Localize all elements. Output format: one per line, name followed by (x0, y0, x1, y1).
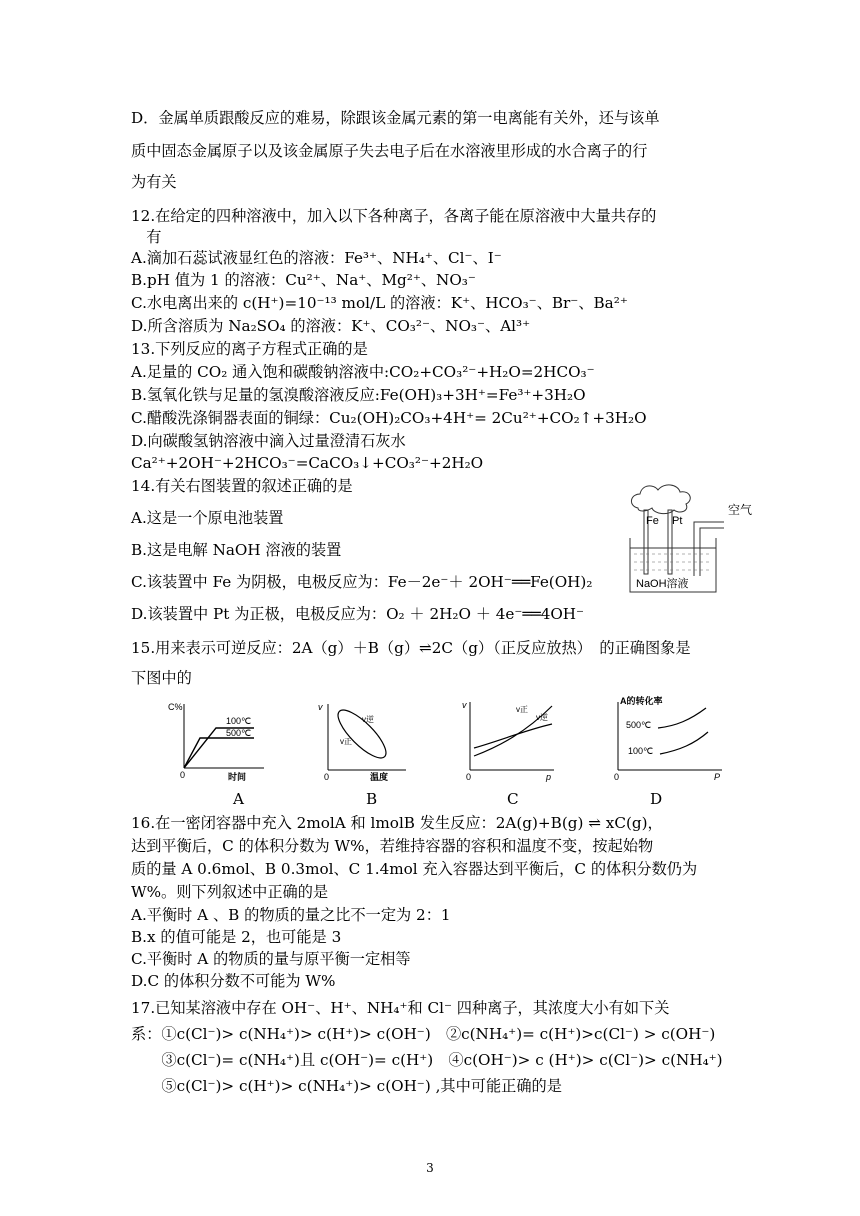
q13-option-c: C.醋酸洗涤铜器表面的铜绿：Cu₂(OH)₂CO₃+4H⁺= 2Cu²⁺+CO₂↑+3H₂O (131, 409, 647, 427)
q16-stem-line2: 达到平衡后，C 的体积分数为 W%，若维持容器的容积和温度不变，按起始物 (131, 837, 654, 855)
q13-option-d-line2: Ca²⁺+2OH⁻+2HCO₃⁻=CaCO₃↓+CO₃²⁻+2H₂O (131, 454, 484, 472)
air-label: 空气 (728, 503, 753, 517)
graph-a-ylabel: C% (168, 702, 183, 712)
graph-a-label-100: 100℃ (226, 716, 252, 726)
graph-b-origin: 0 (324, 772, 330, 782)
graph-c-curve-reverse (474, 724, 552, 748)
graph-b-label-forward: v正 (340, 737, 352, 746)
graph-b (316, 700, 416, 786)
graph-c (460, 698, 560, 784)
q14-option-c: C.该装置中 Fe 为阴极，电极反应为：Fe－2e⁻＋ 2OH⁻══Fe(OH)₂ (131, 573, 593, 591)
q12-option-a: A.滴加石蕊试液显红色的溶液：Fe³⁺、NH₄⁺、Cl⁻、I⁻ (131, 249, 502, 267)
q15-stem-line1: 15.用来表示可逆反应：2A（g）＋B（g）⇌2C（g）（正反应放热） 的正确图象是 (131, 639, 691, 657)
graph-b-caption: B (366, 790, 378, 808)
graph-b-xlabel: 温度 (370, 772, 389, 782)
q12-stem-line2: 有 (131, 228, 162, 246)
q14-option-b: B.这是电解 NaOH 溶液的装置 (131, 541, 342, 559)
cloud-shape (631, 485, 690, 514)
q16-stem-line4: W%。则下列叙述中正确的是 (131, 883, 329, 901)
graph-d-origin: 0 (614, 772, 620, 780)
graph-c-ylabel: v (462, 700, 467, 710)
pt-label: Pt (672, 515, 683, 527)
graph-d-caption: D (650, 790, 663, 808)
q12-option-c: C.水电离出来的 c(H⁺)=10⁻¹³ mol/L 的溶液：K⁺、HCO₃⁻、Br⁻、Ba²⁺ (131, 294, 628, 312)
graph-a-caption: A (233, 790, 244, 808)
q16-stem-line3: 质的量 A 0.6mol、B 0.3mol、C 1.4mol 充入容器达到平衡后，C 的体积分数仍为 (131, 860, 698, 878)
q12-option-b: B.pH 值为 1 的溶液：Cu²⁺、Na⁺、Mg²⁺、NO₃⁻ (131, 271, 476, 289)
graph-c-label-reverse: v逆 (536, 713, 548, 722)
q17-stem-line2: 系：①c(Cl⁻)> c(NH₄⁺)> c(H⁺)> c(OH⁻) ②c(NH₄⁺)= c(H⁺)>c(Cl⁻) > c(OH⁻) (131, 1025, 716, 1043)
graph-c-xlabel: p (546, 772, 552, 782)
graph-a-label-500: 500℃ (226, 728, 252, 738)
q11-option-d-line1: D．金属单质跟酸反应的难易，除跟该金属元素的第一电离能有关外，还与该单 (131, 109, 660, 127)
graph-d-xlabel: P (714, 772, 721, 780)
q17-stem-line3: ③c(Cl⁻)= c(NH₄⁺)且 c(OH⁻)= c(H⁺) ④c(OH⁻)> c (H⁺)> c(Cl⁻)> c(NH₄⁺) (131, 1051, 723, 1069)
graph-d-label-500: 500℃ (626, 720, 652, 730)
solution-label: NaOH溶液 (636, 578, 689, 590)
q13-option-b: B.氢氧化铁与足量的氢溴酸溶液反应:Fe(OH)₃+3H⁺=Fe³⁺+3H₂O (131, 386, 586, 404)
apparatus-figure (624, 482, 774, 597)
graph-a-origin: 0 (180, 770, 186, 780)
graph-d-ylabel: A的转化率 (620, 696, 663, 706)
q17-stem-line4: ⑤c(Cl⁻)> c(H⁺)> c(NH₄⁺)> c(OH⁻) ,其中可能正确的是 (131, 1077, 562, 1095)
q13-stem: 13.下列反应的离子方程式正确的是 (131, 340, 368, 358)
graph-a (168, 700, 268, 786)
graph-c-label-forward: v正 (516, 705, 528, 714)
q14-option-a: A.这是一个原电池装置 (131, 509, 284, 527)
q13-option-a: A.足量的 CO₂ 通入饱和碳酸钠溶液中:CO₂+CO₃²⁻+H₂O=2HCO₃⁻ (131, 363, 595, 381)
q17-stem-line1: 17.已知某溶液中存在 OH⁻、H⁺、NH₄⁺和 Cl⁻ 四种离子，其浓度大小有如下关 (131, 999, 670, 1017)
graph-d-label-100: 100℃ (628, 746, 654, 756)
graph-d-curve-500 (658, 708, 706, 728)
q12-option-d: D.所含溶质为 Na₂SO₄ 的溶液：K⁺、CO₃²⁻、NO₃⁻、Al³⁺ (131, 317, 531, 335)
graph-d (610, 694, 730, 780)
q14-stem: 14.有关右图装置的叙述正确的是 (131, 477, 353, 495)
fe-label: Fe (646, 515, 659, 527)
graph-c-caption: C (507, 790, 519, 808)
page-number: 3 (426, 1161, 434, 1175)
graph-a-curve-100 (184, 738, 254, 768)
q16-option-b: B.x 的值可能是 2，也可能是 3 (131, 928, 342, 946)
q16-option-a: A.平衡时 A 、B 的物质的量之比不一定为 2：1 (131, 906, 451, 924)
graph-c-origin: 0 (466, 772, 472, 782)
graph-b-ylabel: v (318, 702, 323, 712)
graph-d-curve-100 (660, 732, 708, 754)
q11-option-d-line2: 质中固态金属原子以及该金属原子失去电子后在水溶液里形成的水合离子的行 (131, 142, 648, 160)
graph-a-xlabel: 时间 (228, 772, 247, 782)
q15-stem-line2: 下图中的 (131, 669, 192, 687)
q16-option-d: D.C 的体积分数不可能为 W% (131, 972, 336, 990)
air-tube (694, 522, 724, 580)
graph-b-label-reverse: v逆 (362, 715, 374, 724)
q16-stem-line1: 16.在一密闭容器中充入 2molA 和 lmolB 发生反应：2A(g)+B(g) ⇌ xC(g)， (131, 814, 663, 832)
q11-option-d-line3: 为有关 (131, 173, 177, 191)
graph-b-ellipse (332, 704, 393, 765)
q16-option-c: C.平衡时 A 的物质的量与原平衡一定相等 (131, 950, 411, 968)
q13-option-d-line1: D.向碳酸氢钠溶液中滴入过量澄清石灰水 (131, 432, 406, 450)
q12-stem-line1: 12.在给定的四种溶液中，加入以下各种离子，各离子能在原溶液中大量共存的 (131, 207, 657, 225)
q14-option-d: D.该装置中 Pt 为正极，电极反应为：O₂ ＋ 2H₂O ＋ 4e⁻══4OH⁻ (131, 605, 585, 623)
